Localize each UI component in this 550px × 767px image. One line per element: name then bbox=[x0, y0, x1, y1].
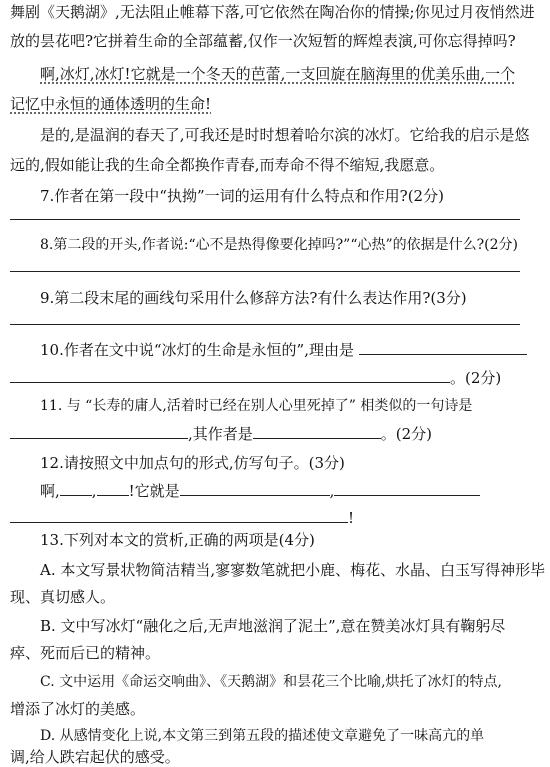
option-d-line1-text: D. 从感情变化上说,本文第三到第五段的描述使文章避免了一味高亢的单 bbox=[40, 728, 485, 744]
answer-line-q7[interactable] bbox=[10, 218, 520, 220]
option-b-line1: B. 文中写冰灯“融化之后,无声地滋润了泥土”,意在赞美冰灯具有鞠躬尽 bbox=[40, 617, 506, 635]
answer-blank-q12-4[interactable] bbox=[334, 483, 480, 496]
question-10-score: 。(2分) bbox=[450, 369, 502, 387]
q12-comma: , bbox=[91, 482, 97, 500]
answer-blank-q10a[interactable] bbox=[359, 342, 527, 355]
question-10 bbox=[10, 340, 542, 360]
question-12: 12.请按照文中加点句的形式,仿写句子。(3分) bbox=[40, 454, 345, 472]
q12-ah: 啊, bbox=[40, 482, 60, 500]
passage-p1-line2: 放的昙花吧?它拼着生命的全部蕴蓄,仅作一次短暂的辉煌表演,可你忘得掉吗? bbox=[10, 32, 516, 50]
option-a-line1: A. 本文写景状物简洁精当,寥寥数笔就把小鹿、梅花、水晶、白玉写得神形毕 bbox=[40, 561, 546, 579]
question-7: 7.作者在第一段中“执拗”一词的运用有什么特点和作用?(2分) bbox=[40, 187, 444, 205]
answer-blank-q12-3[interactable] bbox=[180, 483, 330, 496]
question-9: 9.第二段末尾的画线句采用什么修辞方法?有什么表达作用?(3分) bbox=[40, 289, 467, 307]
answer-blank-q12-1[interactable] bbox=[60, 483, 92, 496]
answer-blank-q10b[interactable] bbox=[10, 370, 450, 383]
question-12-template bbox=[10, 481, 542, 501]
q12-excl: !它就是 bbox=[128, 482, 180, 500]
passage-p2-line1 bbox=[10, 64, 542, 84]
question-8: 8.第二段的开头,作者说:“心不是热得像要化掉吗?”“心热”的依据是什么?(2分) bbox=[40, 237, 518, 253]
answer-line-q9[interactable] bbox=[10, 323, 520, 325]
option-b-line2: 瘁、死而后已的精神。 bbox=[10, 644, 161, 662]
option-c-line1: C. 文中运用《命运交响曲》、《天鹅湖》和昙花三个比喻,烘托了冰灯的特点, bbox=[40, 674, 503, 690]
question-12-template-cont bbox=[10, 508, 542, 528]
passage-p3-line1: 是的,是温润的春天了,可我还是时时想着哈尔滨的冰灯。它给我的启示是悠 bbox=[40, 126, 530, 144]
option-d-line2: 调,给人跌宕起伏的感受。 bbox=[10, 748, 180, 766]
q12-comma2: , bbox=[329, 482, 335, 500]
answer-blank-q11-poem[interactable] bbox=[10, 426, 188, 439]
question-10-text: 10.作者在文中说“冰灯的生命是永恒的”,理由是 bbox=[40, 341, 354, 359]
question-13: 13.下列对本文的赏析,正确的两项是(4分) bbox=[40, 531, 315, 549]
option-c-line2: 增添了冰灯的美感。 bbox=[10, 700, 146, 718]
q12-end: ! bbox=[348, 509, 355, 527]
option-a-line2: 现、真切感人。 bbox=[10, 588, 116, 606]
answer-blank-q12-5[interactable] bbox=[10, 510, 348, 523]
passage-p2-line2 bbox=[10, 94, 542, 114]
question-11: 11. 与 “长寿的庸人,活着时已经在别人心里死掉了” 相类似的一句诗是 bbox=[40, 398, 473, 414]
question-11-author-label: ,其作者是 bbox=[188, 425, 253, 443]
question-11-score: 。(2分) bbox=[380, 425, 433, 443]
question-11-cont bbox=[10, 424, 542, 444]
passage-p1-line1: 舞剧《天鹅湖》,无法阻止帷幕下落,可它依然在陶冶你的情操;你见过月夜悄然进 bbox=[10, 3, 535, 21]
answer-line-q8[interactable] bbox=[10, 270, 520, 272]
passage-p3-line2: 远的,假如能让我的生命全都换作青春,而寿命不得不缩短,我愿意。 bbox=[10, 156, 445, 174]
answer-blank-q11-author[interactable] bbox=[253, 426, 381, 439]
answer-blank-q12-2[interactable] bbox=[97, 483, 129, 496]
dotted-sentence-end: 记忆中永恒的通体透明的生命! bbox=[10, 95, 212, 113]
dotted-sentence: 啊,冰灯,冰灯!它就是一个冬天的芭蕾,一支回旋在脑海里的优美乐曲,一个 bbox=[40, 65, 516, 83]
question-10-cont bbox=[10, 368, 542, 388]
